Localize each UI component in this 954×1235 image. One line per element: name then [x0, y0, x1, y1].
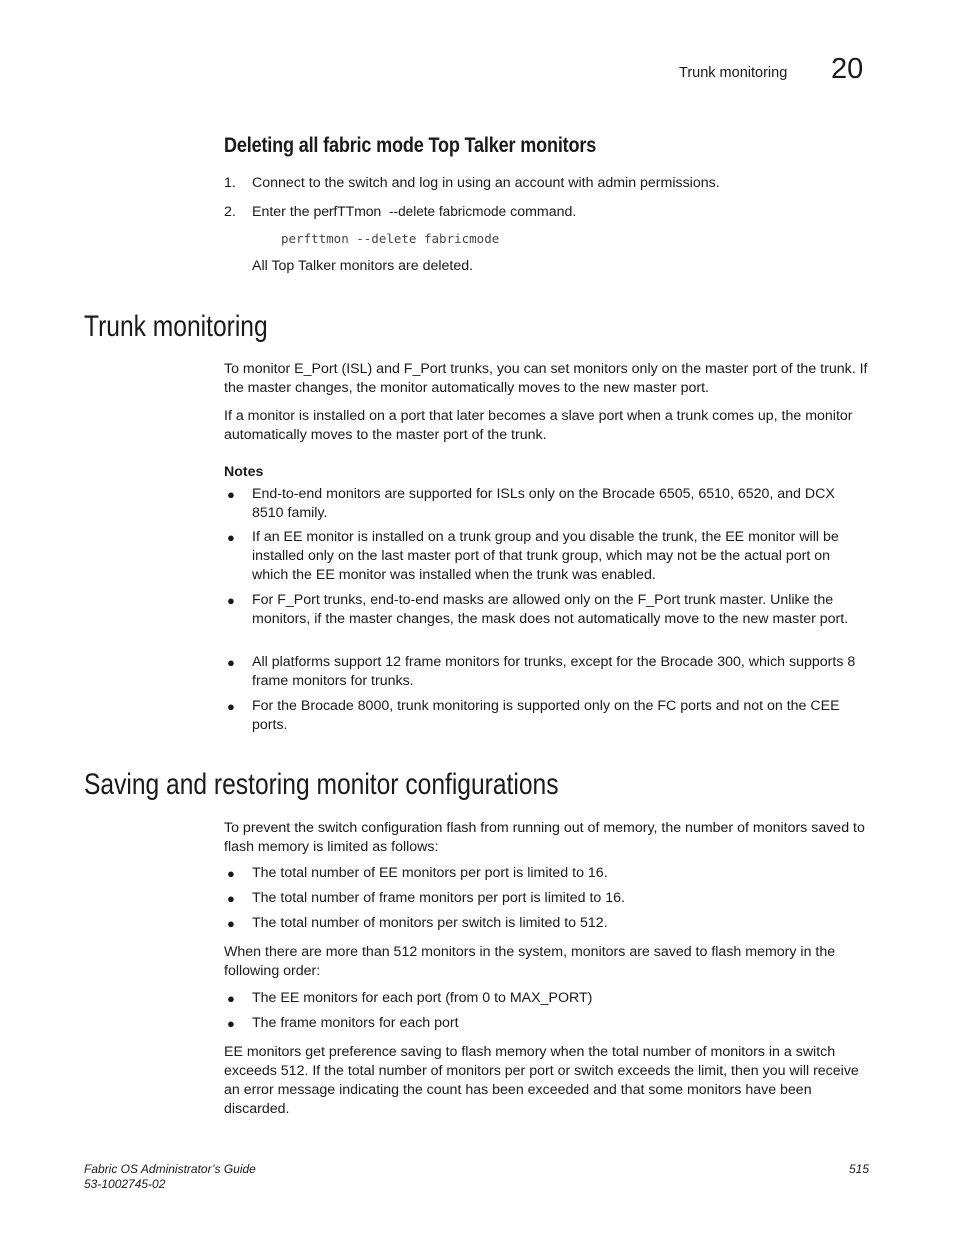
- bullet-icon: ●: [227, 530, 235, 545]
- bullet-icon: ●: [227, 891, 235, 906]
- bullet-icon: ●: [227, 991, 235, 1006]
- step-text: Connect to the switch and log in using an account with admin permissions.: [252, 175, 720, 191]
- list-item: ● The EE monitors for each port (from 0 to MAX_PORT): [227, 990, 593, 1006]
- list-item: ● The total number of frame monitors per port is limited to 16.: [227, 890, 625, 906]
- paragraph: When there are more than 512 monitors in the system, monitors are saved to flash memory in the following order:: [224, 944, 836, 979]
- bullet-icon: ●: [227, 699, 235, 714]
- notes-label: Notes: [224, 464, 264, 480]
- step-number: 2.: [224, 204, 236, 220]
- bullet-icon: ●: [227, 655, 235, 670]
- paragraph: To monitor E_Port (ISL) and F_Port trunks, you can set monitors only on the master port of the trunk. If the master changes, the monitor automatically moves to the new master port.: [224, 361, 868, 396]
- step-2: [224, 202, 576, 222]
- section-heading-trunk-monitoring: Trunk monitoring: [84, 310, 268, 343]
- bullet-icon: ●: [227, 866, 235, 881]
- paragraph: To prevent the switch configuration flash from running out of memory, the number of monitors saved to flash memory is limited as follows:: [224, 820, 865, 855]
- bullet-icon: ●: [227, 916, 235, 931]
- footer-page-number: 515: [849, 1162, 870, 1176]
- note-item: ● For the Brocade 8000, trunk monitoring is supported only on the FC ports and not on the CEE ports.: [227, 698, 840, 733]
- step-number: 1.: [224, 175, 236, 191]
- step-result: All Top Talker monitors are deleted.: [252, 258, 474, 274]
- paragraph: If a monitor is installed on a port that later becomes a slave port when a trunk comes up, the monitor automatically moves to the master port of the trunk.: [224, 408, 853, 443]
- step-text-end: command.: [510, 204, 577, 220]
- bullet-icon: ●: [227, 593, 235, 608]
- footer-doc-number: 53-1002745-02: [84, 1177, 166, 1191]
- section-heading-saving-restoring: Saving and restoring monitor configurations: [84, 768, 559, 801]
- step-text: Enter the: [252, 204, 310, 220]
- running-header-title: Trunk monitoring: [679, 65, 788, 81]
- command-args: --delete fabricmode: [389, 204, 507, 219]
- note-item: ● End-to-end monitors are supported for ISLs only on the Brocade 6505, 6510, 6520, and DCX 8510 family.: [227, 486, 835, 521]
- step-1: [224, 174, 720, 193]
- footer-doc-title: Fabric OS Administrator’s Guide: [84, 1162, 256, 1176]
- command-name: perfTTmon: [313, 204, 382, 220]
- list-item: ● The frame monitors for each port: [227, 1015, 459, 1031]
- code-example: perfttmon --delete fabricmode: [281, 231, 500, 246]
- bullet-icon: ●: [227, 1016, 235, 1031]
- note-item: ● For F_Port trunks, end-to-end masks are allowed only on the F_Port trunk master. Unlike the monitors, if the master changes, the mask does not automatically move to the new master port.: [227, 592, 849, 627]
- bullet-icon: ●: [227, 487, 235, 502]
- note-item: ● If an EE monitor is installed on a trunk group and you disable the trunk, the EE monitor will be installed only on the last master port of that trunk group, which may not be the actual port on which the EE monitor was installed when the trunk was enabled.: [227, 529, 839, 583]
- note-item: ● All platforms support 12 frame monitors for trunks, except for the Brocade 300, which supports 8 frame monitors for trunks.: [227, 654, 856, 689]
- list-item: ● The total number of EE monitors per port is limited to 16.: [227, 865, 608, 881]
- paragraph: EE monitors get preference saving to flash memory when the total number of monitors in a switch exceeds 512. If the total number of monitors per port or switch exceeds the limit, then you will receive an error message indicating the count has been exceeded and that some monitors have been discarded.: [224, 1044, 859, 1117]
- list-item: ● The total number of monitors per switch is limited to 512.: [227, 915, 608, 931]
- chapter-number: 20: [831, 53, 864, 85]
- subsection-heading-deleting: Deleting all fabric mode Top Talker monitors: [224, 134, 597, 157]
